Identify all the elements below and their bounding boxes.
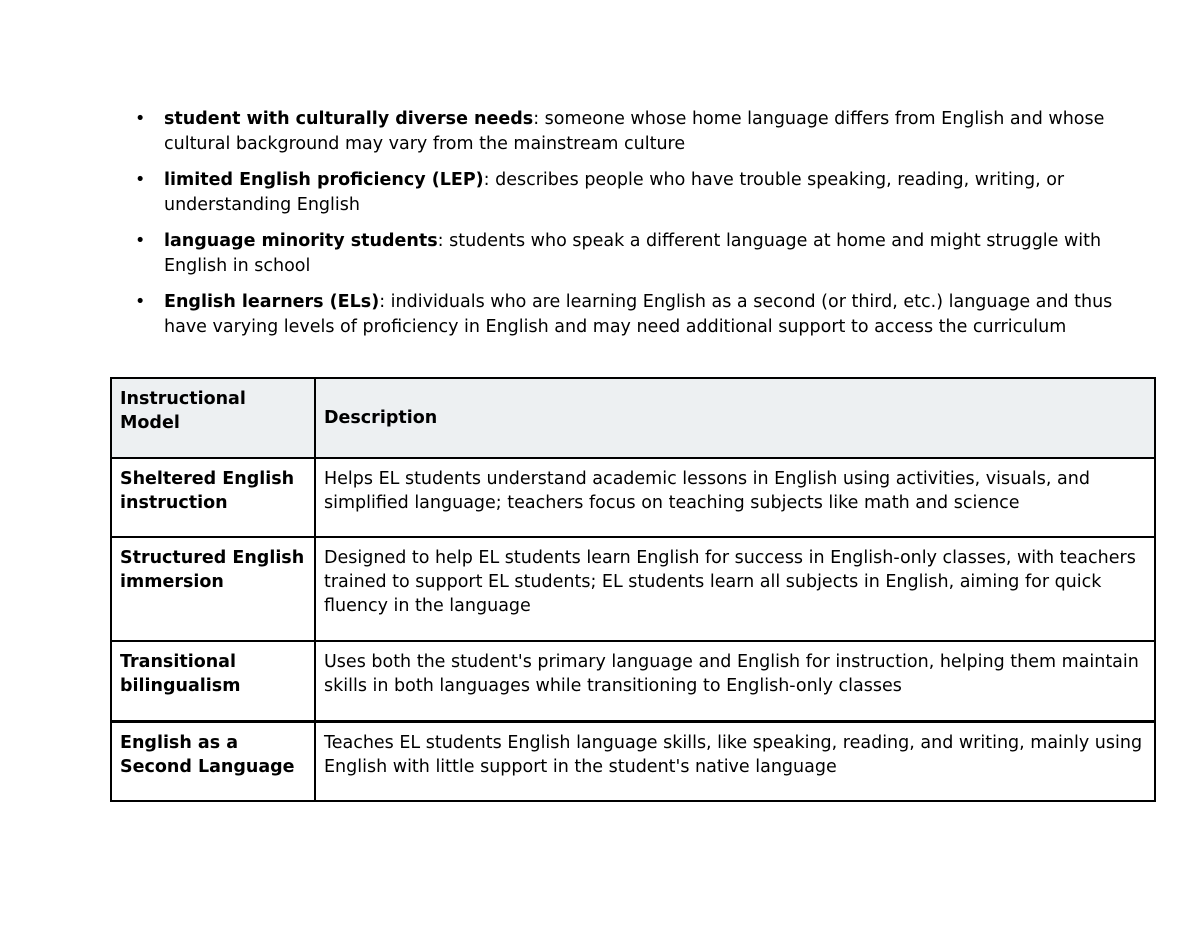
glossary-definition: : describes people who have trouble speaking, reading, writing, or understanding English	[164, 170, 1065, 215]
model-description-cell: Uses both the student's primary language and English for instruction, helping them maintain skills in both languages while transitioning to English-only classes	[315, 641, 1155, 721]
model-name-cell: English as a Second Language	[111, 721, 315, 801]
bullet-icon: •	[135, 109, 146, 129]
glossary-term: limited English proficiency (LEP)	[164, 170, 484, 190]
glossary-definition: : students who speak a different language at home and might struggle with English in school	[164, 231, 1102, 276]
glossary-definition: : someone whose home language differs from English and whose cultural background may vary from the mainstream culture	[164, 109, 1105, 154]
instructional-models-table	[110, 377, 1156, 802]
table-header-row	[111, 378, 1155, 458]
bullet-icon: •	[135, 292, 146, 312]
model-description-cell: Designed to help EL students learn English for success in English-only classes, with teachers trained to support EL students; EL students learn all subjects in English, aiming for quick fluency in the language	[315, 537, 1155, 641]
glossary-list	[135, 107, 1114, 351]
model-description-cell: Teaches EL students English language skills, like speaking, reading, and writing, mainly using English with little support in the student's native language	[315, 721, 1155, 801]
glossary-item	[135, 229, 1114, 278]
table-row	[111, 641, 1155, 721]
model-name-cell: Sheltered English instruction	[111, 458, 315, 537]
table-row	[111, 721, 1155, 801]
glossary-item	[135, 107, 1114, 156]
table-row	[111, 537, 1155, 641]
glossary-item	[135, 168, 1114, 217]
model-name-cell: Transitional bilingualism	[111, 641, 315, 721]
glossary-term: language minority students	[164, 231, 438, 251]
header-instructional-model: Instructional Model	[111, 378, 315, 458]
glossary-definition: : individuals who are learning English as a second (or third, etc.) language and thus have varying levels of proficiency in English and may need additional support to access the curriculum	[164, 292, 1113, 337]
model-name-cell: Structured English immersion	[111, 537, 315, 641]
bullet-icon: •	[135, 170, 146, 190]
model-description-cell: Helps EL students understand academic lessons in English using activities, visuals, and simplified language; teachers focus on teaching subjects like math and science	[315, 458, 1155, 537]
header-description: Description	[315, 378, 1155, 458]
glossary-item	[135, 290, 1114, 339]
table-row	[111, 458, 1155, 537]
glossary-term: student with culturally diverse needs	[164, 109, 534, 129]
glossary-term: English learners (ELs)	[164, 292, 380, 312]
bullet-icon: •	[135, 231, 146, 251]
